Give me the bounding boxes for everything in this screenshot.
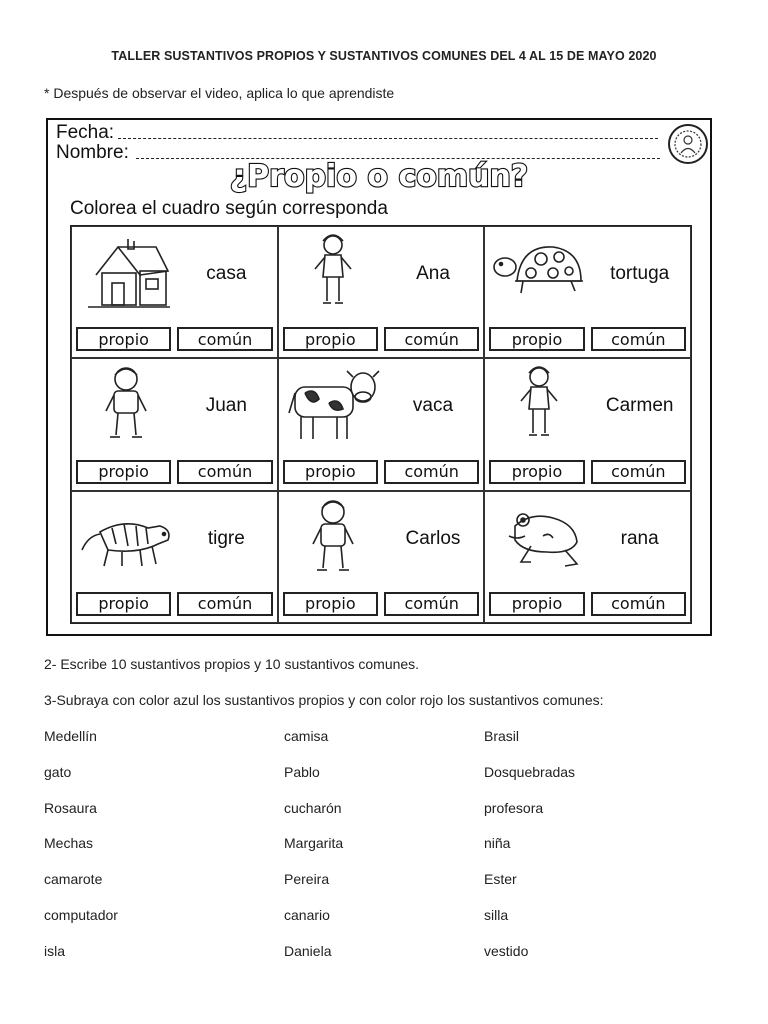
noun-word: rana xyxy=(620,527,659,549)
frog-icon xyxy=(491,496,587,580)
grid-cell xyxy=(484,358,691,490)
tiger-icon xyxy=(78,496,174,580)
worksheet xyxy=(46,118,712,636)
choice-row xyxy=(76,592,273,616)
word-item[interactable]: Mechas xyxy=(44,835,94,852)
propio-option[interactable]: propio xyxy=(489,327,584,351)
comun-option[interactable]: común xyxy=(591,460,686,484)
grid-cell xyxy=(71,491,278,623)
noun-word: Ana xyxy=(416,263,450,284)
grid-cell xyxy=(71,226,278,358)
comun-option[interactable]: común xyxy=(177,460,272,484)
propio-option[interactable]: propio xyxy=(489,592,584,616)
choice-row xyxy=(489,592,686,616)
word-item[interactable]: computador xyxy=(44,906,118,923)
choice-row xyxy=(283,460,480,484)
house-icon xyxy=(78,231,174,315)
choice-row xyxy=(283,592,480,616)
girl-icon xyxy=(491,363,587,447)
word-item[interactable]: cucharón xyxy=(284,799,342,816)
word-item[interactable]: gato xyxy=(44,763,72,780)
word-item[interactable]: Dosquebradas xyxy=(484,763,576,780)
choice-row xyxy=(76,460,273,484)
grid-cell xyxy=(278,358,485,490)
word-item[interactable]: Pablo xyxy=(284,763,320,780)
word-item[interactable]: camisa xyxy=(284,728,329,744)
worksheet-heading xyxy=(48,158,710,194)
girl-icon xyxy=(285,231,381,315)
classification-grid xyxy=(70,225,692,624)
turtle-icon xyxy=(491,231,587,315)
word-item[interactable]: isla xyxy=(44,942,66,959)
word-item[interactable]: Brasil xyxy=(484,728,520,744)
propio-option[interactable]: propio xyxy=(76,592,171,616)
choice-row xyxy=(76,327,273,351)
worksheet-heading-text: ¿Propio o común? xyxy=(229,159,529,194)
noun-word: Juan xyxy=(205,395,247,417)
comun-option[interactable]: común xyxy=(591,592,686,616)
word-item[interactable]: Rosaura xyxy=(44,799,97,816)
grid-cell xyxy=(484,226,691,358)
comun-option[interactable]: común xyxy=(177,592,272,616)
propio-option[interactable]: propio xyxy=(283,460,378,484)
comun-option[interactable]: común xyxy=(384,327,479,351)
choice-row xyxy=(489,460,686,484)
fecha-label: Fecha: xyxy=(56,122,115,143)
choice-row xyxy=(283,327,480,351)
word-item[interactable]: niña xyxy=(484,835,511,852)
word-item[interactable]: silla xyxy=(484,906,509,923)
grid-cell xyxy=(278,226,485,358)
noun-word: casa xyxy=(206,263,247,284)
grid-cell xyxy=(71,358,278,490)
noun-word: tortuga xyxy=(610,263,670,284)
comun-option[interactable]: común xyxy=(591,327,686,351)
word-item[interactable]: Ester xyxy=(484,871,517,888)
propio-option[interactable]: propio xyxy=(283,327,378,351)
noun-word: Carlos xyxy=(405,527,461,549)
noun-word: Carmen xyxy=(605,395,674,417)
propio-option[interactable]: propio xyxy=(76,460,171,484)
propio-option[interactable]: propio xyxy=(489,460,584,484)
noun-word: tigre xyxy=(207,527,245,549)
nombre-label: Nombre: xyxy=(56,142,129,163)
noun-word: vaca xyxy=(412,395,454,417)
word-item[interactable]: camarote xyxy=(44,871,103,888)
document-title: TALLER SUSTANTIVOS PROPIOS Y SUSTANTIVOS COMUNES DEL 4 AL 15 DE MAYO 2020 xyxy=(111,49,657,63)
fecha-line[interactable] xyxy=(118,138,658,139)
choice-row xyxy=(489,327,686,351)
cow-icon xyxy=(285,363,381,447)
grid-cell xyxy=(278,491,485,623)
propio-option[interactable]: propio xyxy=(76,327,171,351)
word-item[interactable]: profesora xyxy=(484,799,544,816)
word-item[interactable]: canario xyxy=(284,906,330,923)
question-3: 3-Subraya con color azul los sustantivos propios y con color rojo los sustantivos comunes: xyxy=(44,692,604,708)
comun-option[interactable]: común xyxy=(384,592,479,616)
comun-option[interactable]: común xyxy=(177,327,272,351)
instruction: * Después de observar el video, aplica lo que aprendiste xyxy=(44,85,395,101)
worksheet-subheading: Colorea el cuadro según corresponda xyxy=(70,198,388,219)
word-item[interactable]: Pereira xyxy=(284,871,330,888)
grid-cell xyxy=(484,491,691,623)
propio-option[interactable]: propio xyxy=(283,592,378,616)
word-item[interactable]: Margarita xyxy=(284,835,344,852)
boy-icon xyxy=(285,496,381,580)
word-item[interactable]: Daniela xyxy=(284,942,332,959)
comun-option[interactable]: común xyxy=(384,460,479,484)
word-item[interactable]: Medellín xyxy=(44,728,97,744)
boy-icon xyxy=(78,363,174,447)
word-item[interactable]: vestido xyxy=(484,942,529,959)
question-2: 2- Escribe 10 sustantivos propios y 10 sustantivos comunes. xyxy=(44,656,420,672)
